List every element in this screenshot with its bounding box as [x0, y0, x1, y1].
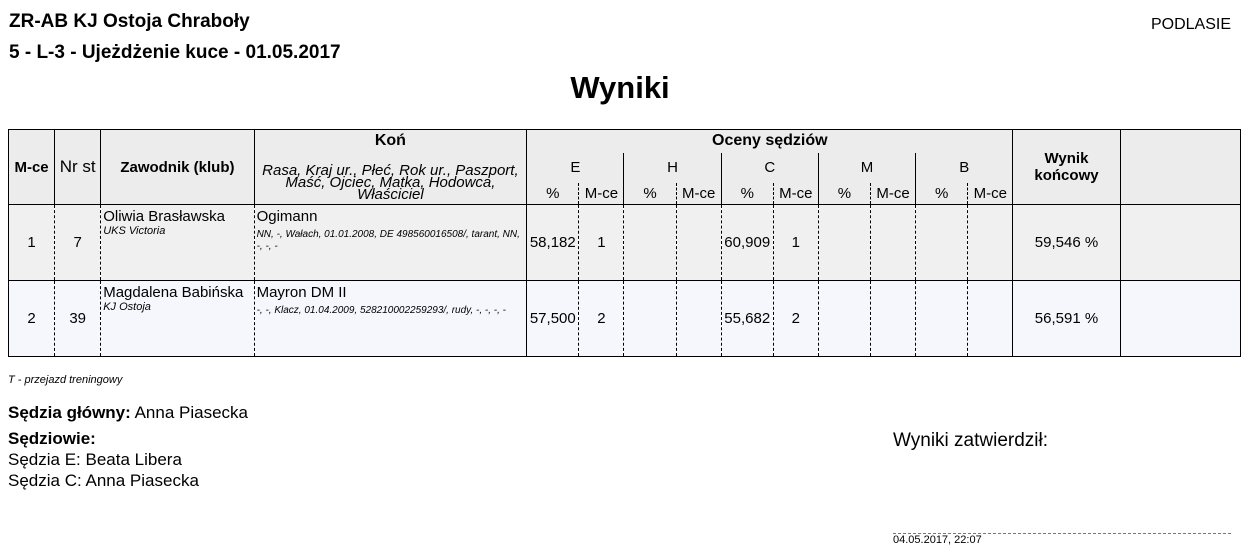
score-c-pct: 60,909 — [721, 205, 773, 281]
timestamp: 04.05.2017, 22:07 — [893, 534, 982, 546]
header-h-place: M-ce — [676, 183, 721, 205]
row-rider-cell — [101, 205, 254, 281]
header-e-pct: % — [527, 183, 579, 205]
score-m-pct — [818, 205, 870, 281]
header-final-score: Wynik końcowy — [1013, 130, 1120, 205]
horse-details: NN, -, Wałach, 01.01.2008, DE 498560016508/, tarant, NN, -, -, - — [256, 229, 520, 252]
header-judge-m: M — [818, 153, 915, 183]
row-place: 2 — [9, 281, 55, 357]
header-horse-details: Rasa, Kraj ur., Płeć, Rok ur., Paszport, Maść, Ojciec, Matka, Hodowca, Właściciel — [254, 153, 527, 205]
header-start-number: Nr st — [55, 130, 101, 205]
header-horse: Koń — [254, 130, 527, 153]
score-b-pct — [916, 205, 968, 281]
score-c-place: 2 — [773, 281, 818, 357]
judge-c: Sędzia C: Anna Piasecka — [8, 471, 199, 490]
approved-by-label: Wyniki zatwierdził: — [893, 430, 1049, 451]
header-b-place: M-ce — [968, 183, 1013, 205]
table-row — [9, 281, 1241, 357]
row-place: 1 — [9, 205, 55, 281]
score-h-place — [676, 205, 721, 281]
table-row — [9, 205, 1241, 281]
score-e-place: 2 — [579, 281, 624, 357]
score-e-place: 1 — [579, 205, 624, 281]
header-empty — [1120, 130, 1240, 205]
competition-class: 5 - L-3 - Ujeżdżenie kuce - 01.05.2017 — [9, 42, 341, 63]
score-h-pct — [624, 281, 676, 357]
score-c-pct: 55,682 — [721, 281, 773, 357]
results-table — [8, 129, 1241, 357]
rider-name: Oliwia Brasławska — [103, 208, 225, 225]
header-place: M-ce — [9, 130, 55, 205]
header-judges-scores: Oceny sędziów — [527, 130, 1013, 153]
header-rider: Zawodnik (klub) — [101, 130, 254, 205]
row-start-number: 39 — [55, 281, 101, 357]
header-c-pct: % — [721, 183, 773, 205]
row-rider-cell — [101, 281, 254, 357]
row-empty-cell — [1120, 281, 1240, 357]
score-e-pct: 57,500 — [527, 281, 579, 357]
chief-judge-name: Anna Piasecka — [134, 403, 248, 422]
judges-label: Sędziowie: — [8, 429, 96, 448]
score-m-place — [871, 205, 916, 281]
score-c-place: 1 — [773, 205, 818, 281]
score-e-pct: 58,182 — [527, 205, 579, 281]
row-start-number: 7 — [55, 205, 101, 281]
row-horse-cell — [254, 205, 527, 281]
header-e-place: M-ce — [579, 183, 624, 205]
training-note: T - przejazd treningowy — [8, 374, 123, 386]
header-c-place: M-ce — [773, 183, 818, 205]
score-b-pct — [916, 281, 968, 357]
final-score: 59,546 % — [1013, 205, 1120, 281]
region-label: PODLASIE — [1150, 16, 1231, 33]
score-m-pct — [818, 281, 870, 357]
rider-name: Magdalena Babińska — [103, 284, 244, 301]
header-h-pct: % — [624, 183, 676, 205]
header-b-pct: % — [916, 183, 968, 205]
page-title: Wyniki — [570, 70, 670, 105]
header-m-pct: % — [818, 183, 870, 205]
row-empty-cell — [1120, 205, 1240, 281]
chief-judge — [8, 403, 248, 423]
horse-name: Ogimann — [256, 208, 318, 225]
rider-club: KJ Ostoja — [103, 301, 151, 313]
header-judge-c: C — [721, 153, 818, 183]
header-judge-h: H — [624, 153, 721, 183]
score-b-place — [968, 205, 1013, 281]
header-judge-b: B — [916, 153, 1013, 183]
header-judge-e: E — [527, 153, 624, 183]
horse-name: Mayron DM II — [256, 284, 347, 301]
judge-e: Sędzia E: Beata Libera — [8, 450, 182, 469]
competition-organizer: ZR-AB KJ Ostoja Chraboły — [9, 11, 250, 32]
score-b-place — [968, 281, 1013, 357]
horse-details: -, -, Klacz, 01.04.2009, 528210002259293/, rudy, -, -, -, - — [256, 305, 506, 316]
row-horse-cell — [254, 281, 527, 357]
final-score: 56,591 % — [1013, 281, 1120, 357]
chief-judge-label: Sędzia główny: — [8, 403, 131, 422]
score-m-place — [871, 281, 916, 357]
header-m-place: M-ce — [871, 183, 916, 205]
score-h-place — [676, 281, 721, 357]
score-h-pct — [624, 205, 676, 281]
rider-club: UKS Victoria — [103, 225, 166, 237]
